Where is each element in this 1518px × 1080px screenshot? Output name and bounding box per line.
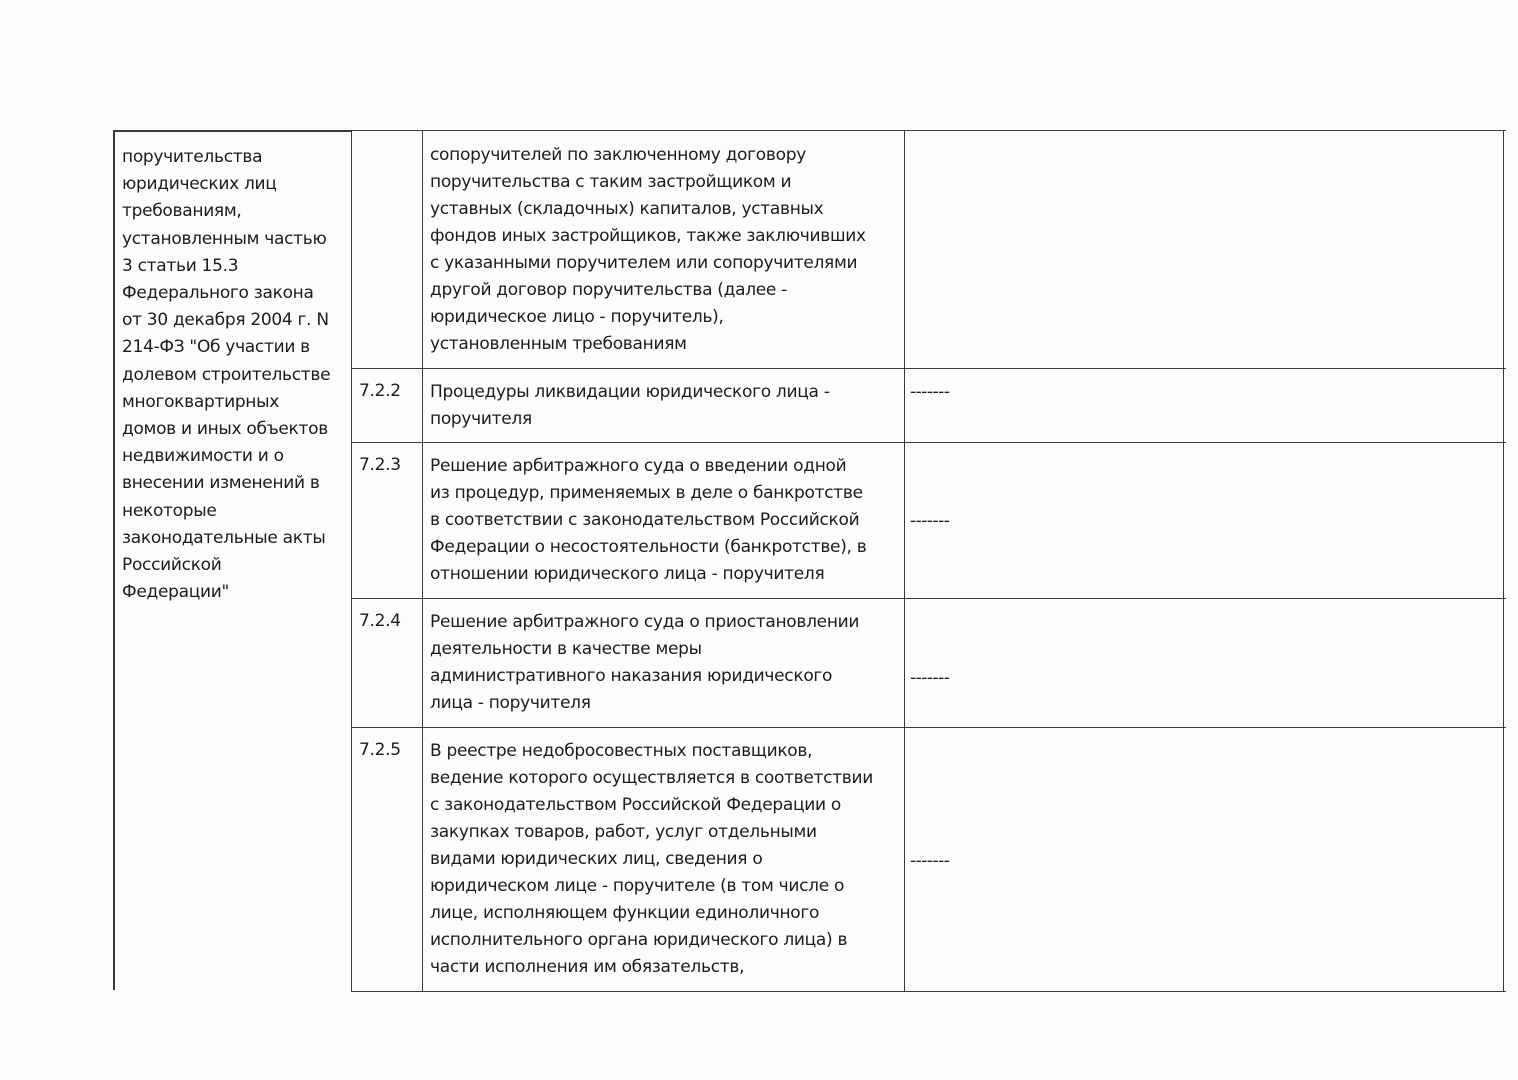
row-description: Решение арбитражного суда о введении одной из процедур, применяемых в деле о банкротстве в соответствии с законодательством Российской Федерации о несостоятельности (банкротстве), в отношении юридического лица - поручителя [430, 456, 867, 584]
table-rule [351, 130, 1506, 131]
row-description: В реестре недобросовестных поставщиков, ведение которого осуществляется в соответствии с законодательством Российской Федерации о закупках товаров, работ, услуг отдельными видами юридических лиц, сведения о юридическом лице - поручителе (в том числе о лице, исполняющем функции единоличного исполнительного органа юридического лица) в части исполнения им обязательств, [430, 741, 874, 977]
row-number: 7.2.3 [359, 455, 401, 475]
row-number: 7.2.5 [359, 740, 401, 760]
requirement-cell [113, 130, 351, 990]
table-rule [422, 130, 423, 992]
row-value: ------- [910, 851, 950, 871]
table-rule [351, 991, 1506, 992]
table-rule [351, 442, 1506, 443]
row-number: 7.2.4 [359, 611, 401, 631]
requirement-text: поручительства юридических лиц требованиям, установленным частью 3 статьи 15.3 Федерального закона от 30 декабря 2004 г. N 214-ФЗ "Об участии в долевом строительстве многоквартирных домов и иных объектов недвижимости и о внесении изменений в некоторые законодательные акты Российской Федерации" [122, 147, 331, 603]
row-value: ------- [910, 511, 950, 531]
table-rule [351, 727, 1506, 728]
row-description: сопоручителей по заключенному договору поручительства с таким застройщиком и уставных (складочных) капиталов, уставных фондов иных застройщиков, также заключивших с указанными поручителем или сопоручителями другой договор поручительства (далее - юридическое лицо - поручитель), установленным требованиям [430, 145, 866, 354]
row-description: Процедуры ликвидации юридического лица - поручителя [430, 382, 830, 429]
row-value: ------- [910, 668, 950, 688]
table-rule [351, 130, 352, 992]
row-number: 7.2.2 [359, 381, 401, 401]
row-description: Решение арбитражного суда о приостановлении деятельности в качестве меры административного наказания юридического лица - поручителя [430, 612, 860, 713]
criteria-table [351, 130, 1506, 994]
table-rule [351, 368, 1506, 369]
table-rule [351, 598, 1506, 599]
table-rule [1503, 130, 1504, 992]
row-value: ------- [910, 382, 950, 402]
